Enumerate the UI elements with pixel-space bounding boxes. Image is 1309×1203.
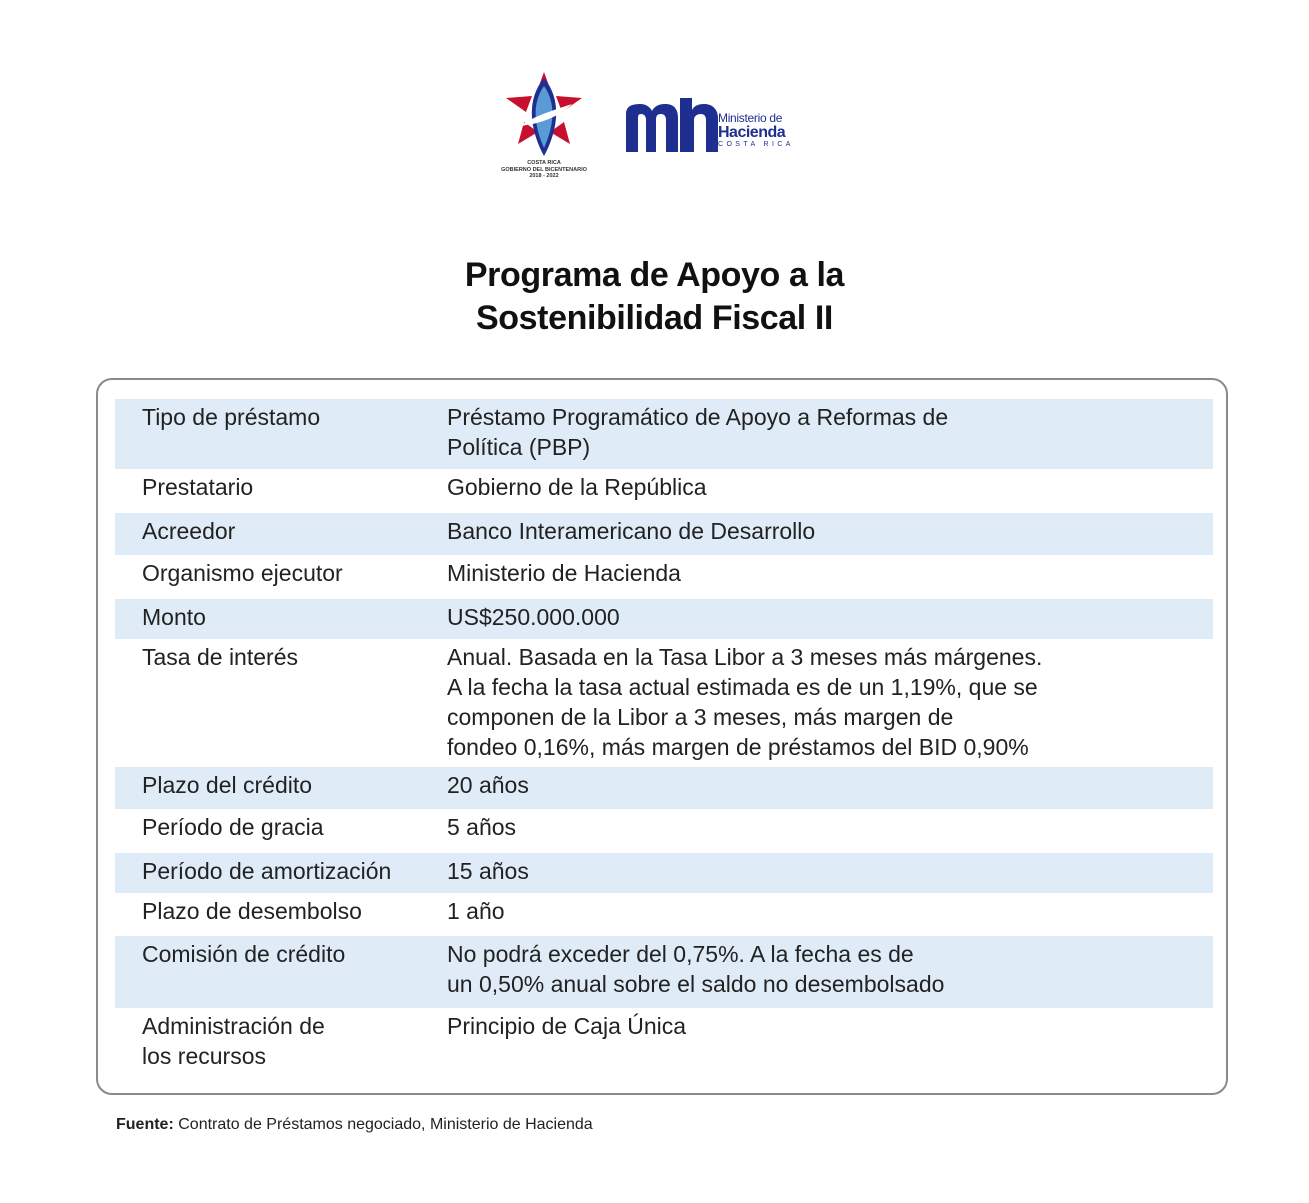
row-label: Administración de los recursos xyxy=(142,1013,325,1069)
table-row xyxy=(115,1008,1213,1074)
row-label: Plazo del crédito xyxy=(142,772,313,798)
logo-header xyxy=(0,72,1309,182)
ministry-logo xyxy=(626,98,816,158)
row-label: Plazo de desembolso xyxy=(142,898,362,924)
row-value: No podrá exceder del 0,75%. A la fecha es de un 0,50% anual sobre el saldo no desembolsado xyxy=(447,941,945,997)
ministry-line2: Hacienda xyxy=(718,124,786,141)
table-row xyxy=(115,513,1213,555)
loan-details-table xyxy=(115,399,1213,1074)
title-line2: Sostenibilidad Fiscal II xyxy=(476,299,833,337)
row-label: Monto xyxy=(142,604,206,630)
row-value: Gobierno de la República xyxy=(447,474,707,500)
row-label: Comisión de crédito xyxy=(142,941,346,967)
table-row xyxy=(115,399,1213,469)
row-label: Prestatario xyxy=(142,474,254,500)
row-value: Principio de Caja Única xyxy=(447,1013,687,1039)
source-note xyxy=(116,1115,593,1135)
row-value: Ministerio de Hacienda xyxy=(447,560,681,586)
table-row xyxy=(115,599,1213,639)
government-logo xyxy=(498,72,590,182)
row-value: 1 año xyxy=(447,898,505,924)
table-row xyxy=(115,469,1213,513)
page-title xyxy=(0,254,1309,340)
table-row xyxy=(115,555,1213,599)
ministry-line1: Ministerio de xyxy=(718,111,783,125)
row-label: Tasa de interés xyxy=(142,644,298,670)
government-caption xyxy=(498,160,590,180)
table-row xyxy=(115,809,1213,853)
row-value: US$250.000.000 xyxy=(447,604,620,630)
costa-rica-star-icon xyxy=(506,72,582,158)
row-label: Organismo ejecutor xyxy=(142,560,343,586)
ministry-wordmark xyxy=(718,112,794,149)
row-label: Acreedor xyxy=(142,518,236,544)
row-label: Período de gracia xyxy=(142,814,324,840)
table-row xyxy=(115,639,1213,767)
row-value: Banco Interamericano de Desarrollo xyxy=(447,518,816,544)
caption-years: 2018 - 2022 xyxy=(529,173,559,179)
row-value: 15 años xyxy=(447,858,529,884)
row-label: Tipo de préstamo xyxy=(142,404,321,430)
table-row xyxy=(115,936,1213,1008)
table-row xyxy=(115,893,1213,936)
title-line1: Programa de Apoyo a la xyxy=(464,256,845,294)
caption-country: COSTA RICA xyxy=(527,160,561,166)
table-row xyxy=(115,853,1213,893)
row-value: 5 años xyxy=(447,814,517,840)
caption-government: GOBIERNO DEL BICENTENARIO xyxy=(501,166,587,173)
source-label: Fuente: xyxy=(116,1116,174,1133)
table-row xyxy=(115,767,1213,809)
row-label: Período de amortización xyxy=(142,858,392,884)
row-value: Anual. Basada en la Tasa Libor a 3 meses más márgenes. A la fecha la tasa actual estimada es de un 1,19%, que se componen de la Libor a 3 meses, más margen de fondeo 0,16%, más margen de préstamos del BID 0,90% xyxy=(447,644,1043,760)
ministry-line3: COSTA RICA xyxy=(718,141,794,148)
row-value: Préstamo Programático de Apoyo a Reformas de Política (PBP) xyxy=(447,404,949,460)
mh-monogram-icon xyxy=(626,98,718,152)
row-value: 20 años xyxy=(447,772,529,798)
source-text: Contrato de Préstamos negociado, Ministerio de Hacienda xyxy=(178,1116,593,1133)
